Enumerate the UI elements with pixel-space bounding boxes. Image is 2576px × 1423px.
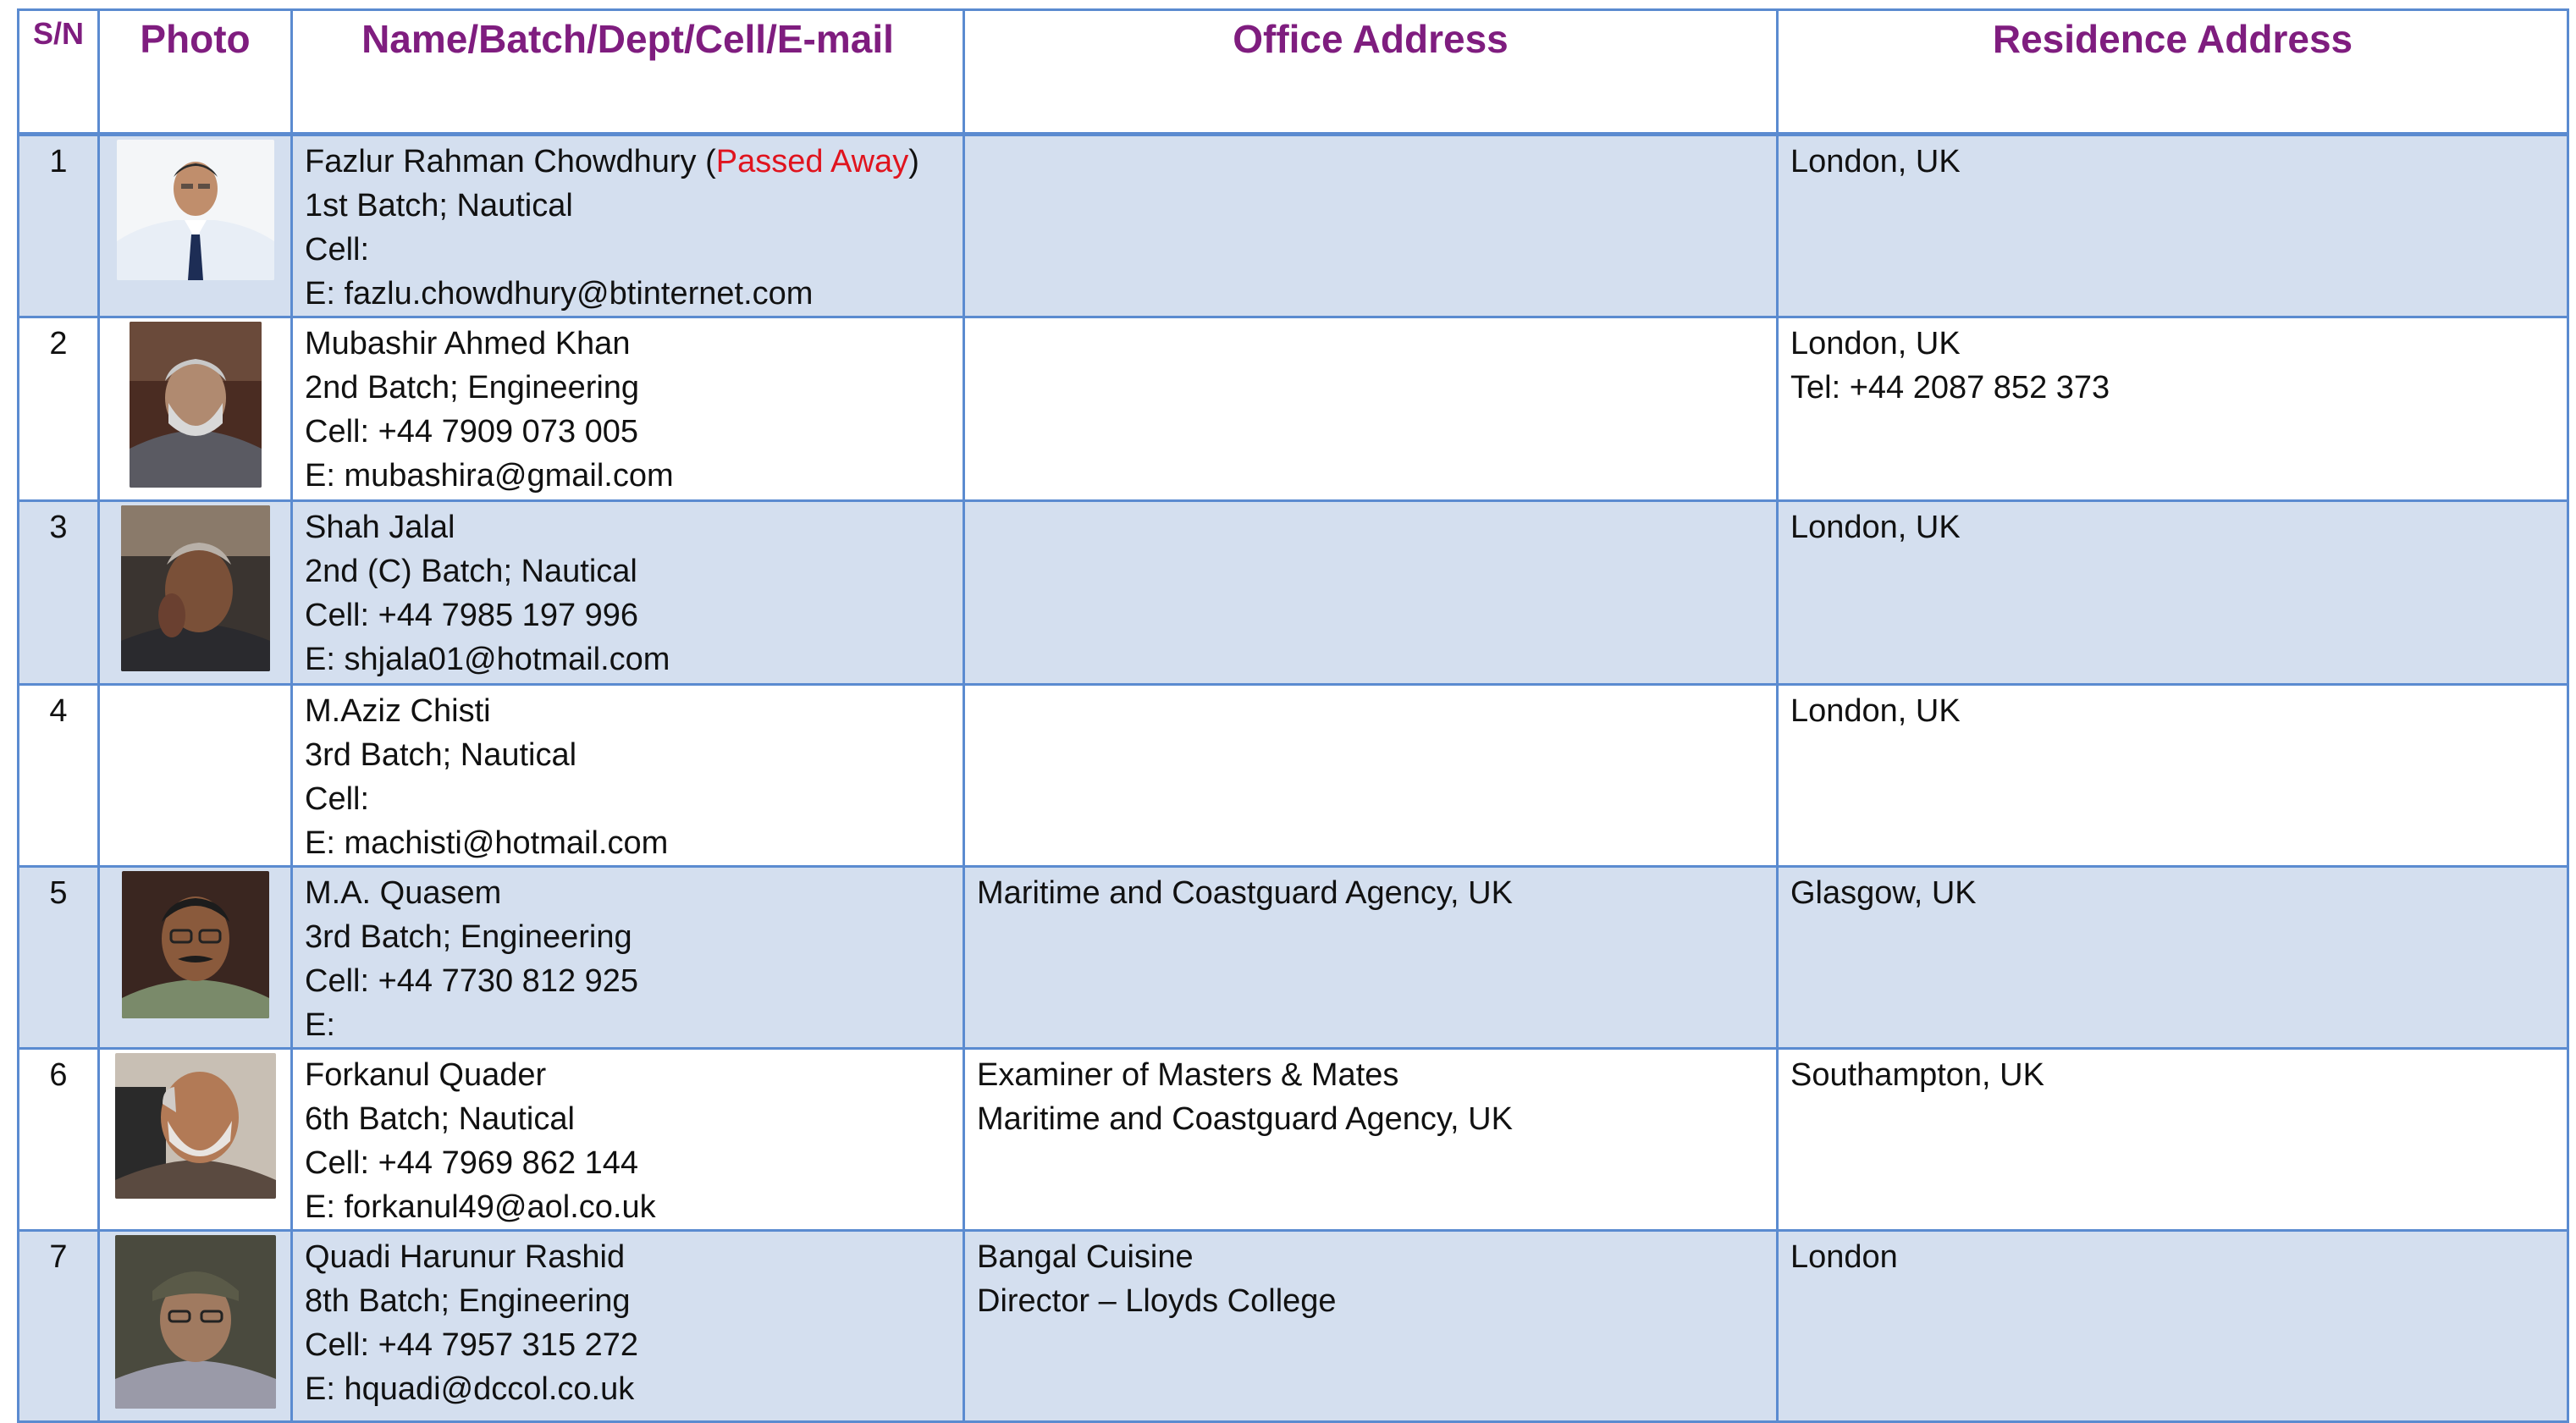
name-contact-cell (292, 135, 964, 317)
member-email[interactable]: E: machisti@hotmail.com (305, 825, 669, 861)
portrait-photo (122, 871, 269, 1018)
residence-address-cell (1778, 135, 2568, 317)
office-address-cell (964, 317, 1778, 501)
portrait-photo (130, 322, 262, 488)
photo-cell (99, 1049, 292, 1231)
table-row (19, 135, 2568, 317)
office-address-cell (964, 135, 1778, 317)
photo-cell (99, 317, 292, 501)
header-sn: S/N (19, 10, 99, 135)
residence-address-cell (1778, 501, 2568, 685)
member-cell: Cell: +44 7969 862 144 (305, 1145, 639, 1181)
photo-cell (99, 685, 292, 867)
row-number: 4 (19, 685, 99, 867)
portrait-photo (115, 1235, 276, 1409)
member-batch: 1st Batch; Nautical (305, 188, 573, 223)
header-office-address: Office Address (964, 10, 1778, 135)
residence-line-1: Glasgow, UK (1790, 875, 1977, 911)
alumni-directory-table (17, 8, 2569, 1423)
table-row (19, 501, 2568, 685)
table-header (19, 10, 2568, 135)
status-close-paren: ) (908, 144, 919, 179)
office-line-1: Bangal Cuisine (977, 1239, 1194, 1275)
portrait-photo (117, 140, 274, 280)
residence-line-1: London (1790, 1239, 1898, 1275)
member-cell: Cell: +44 7957 315 272 (305, 1327, 639, 1363)
office-line-1: Maritime and Coastguard Agency, UK (977, 875, 1513, 911)
row-number: 1 (19, 135, 99, 317)
header-name: Name/Batch/Dept/Cell/E-mail (292, 10, 964, 135)
status-open-paren: ( (696, 144, 716, 179)
member-batch: 2nd Batch; Engineering (305, 370, 640, 405)
office-address-cell (964, 685, 1778, 867)
member-cell: Cell: (305, 781, 370, 817)
header-photo: Photo (99, 10, 292, 135)
member-batch: 3rd Batch; Engineering (305, 919, 632, 955)
member-batch: 3rd Batch; Nautical (305, 737, 577, 773)
member-email[interactable]: E: hquadi@dccol.co.uk (305, 1371, 635, 1407)
name-contact-cell (292, 867, 964, 1049)
name-contact-cell (292, 317, 964, 501)
member-name: M.A. Quasem (305, 875, 502, 911)
residence-line-1: London, UK (1790, 144, 1961, 179)
member-email[interactable]: E: forkanul49@aol.co.uk (305, 1189, 656, 1225)
name-contact-cell (292, 501, 964, 685)
header-residence-address: Residence Address (1778, 10, 2568, 135)
residence-address-cell (1778, 1049, 2568, 1231)
table-row (19, 867, 2568, 1049)
photo-cell (99, 867, 292, 1049)
row-number: 3 (19, 501, 99, 685)
member-email[interactable]: E: mubashira@gmail.com (305, 458, 674, 494)
portrait-photo (115, 1053, 276, 1199)
member-name: Forkanul Quader (305, 1057, 547, 1093)
office-address-cell (964, 1231, 1778, 1422)
name-contact-cell (292, 1231, 964, 1422)
member-cell: Cell: +44 7730 812 925 (305, 963, 639, 999)
office-address-cell (964, 867, 1778, 1049)
office-address-cell (964, 1049, 1778, 1231)
residence-line-2: Tel: +44 2087 852 373 (1790, 370, 2110, 405)
member-name: Quadi Harunur Rashid (305, 1239, 626, 1275)
member-batch: 6th Batch; Nautical (305, 1101, 575, 1137)
member-cell: Cell: +44 7909 073 005 (305, 414, 639, 450)
table-row (19, 685, 2568, 867)
residence-address-cell (1778, 867, 2568, 1049)
photo-cell (99, 1231, 292, 1422)
photo-cell (99, 501, 292, 685)
residence-line-1: London, UK (1790, 693, 1961, 729)
member-email[interactable]: E: fazlu.chowdhury@btinternet.com (305, 276, 814, 312)
photo-cell (99, 135, 292, 317)
status-passed-away: Passed Away (715, 144, 909, 179)
member-batch: 8th Batch; Engineering (305, 1283, 631, 1319)
member-cell: Cell: +44 7985 197 996 (305, 598, 639, 633)
row-number: 5 (19, 867, 99, 1049)
member-name: Shah Jalal (305, 510, 455, 545)
table-row (19, 317, 2568, 501)
name-contact-cell (292, 1049, 964, 1231)
residence-address-cell (1778, 317, 2568, 501)
residence-address-cell (1778, 685, 2568, 867)
office-line-1: Examiner of Masters & Mates (977, 1057, 1399, 1093)
member-email[interactable]: E: (305, 1007, 335, 1043)
table-row (19, 1231, 2568, 1422)
residence-address-cell (1778, 1231, 2568, 1422)
office-address-cell (964, 501, 1778, 685)
row-number: 2 (19, 317, 99, 501)
row-number: 6 (19, 1049, 99, 1231)
member-batch: 2nd (C) Batch; Nautical (305, 554, 637, 589)
member-email[interactable]: E: shjala01@hotmail.com (305, 642, 670, 677)
office-line-2: Director – Lloyds College (977, 1283, 1337, 1319)
member-name: Fazlur Rahman Chowdhury (305, 144, 697, 179)
header-row (19, 10, 2568, 135)
row-number: 7 (19, 1231, 99, 1422)
table-body (19, 135, 2568, 1422)
residence-line-1: London, UK (1790, 326, 1961, 361)
table-row (19, 1049, 2568, 1231)
member-cell: Cell: (305, 232, 370, 268)
member-name: Mubashir Ahmed Khan (305, 326, 631, 361)
residence-line-1: London, UK (1790, 510, 1961, 545)
residence-line-1: Southampton, UK (1790, 1057, 2044, 1093)
name-contact-cell (292, 685, 964, 867)
office-line-2: Maritime and Coastguard Agency, UK (977, 1101, 1513, 1137)
portrait-photo (121, 505, 270, 671)
member-name: M.Aziz Chisti (305, 693, 491, 729)
